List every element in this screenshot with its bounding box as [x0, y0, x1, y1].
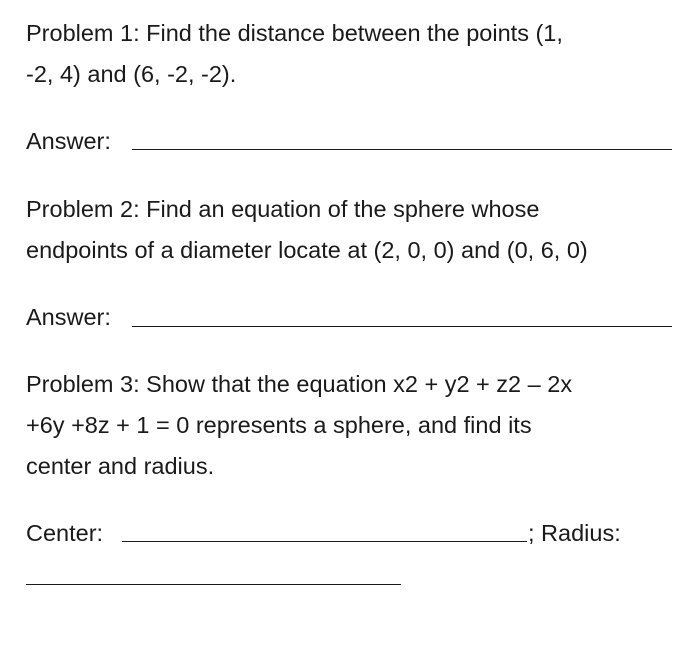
problem-1-text-line-1: Problem 1: Find the distance between the points (1, — [26, 20, 563, 46]
problem-3-text-line-1: Problem 3: Show that the equation x2 + y2 + z2 – 2x — [26, 371, 573, 397]
problem-3-center-label: Center: — [26, 520, 104, 546]
problem-3-radius-label: ; Radius: — [528, 520, 621, 546]
problem-2-text-line-2: endpoints of a diameter locate at (2, 0, 0) and (0, 6, 0) — [26, 237, 588, 263]
problem-2-answer-blank[interactable] — [132, 326, 672, 327]
problem-2-text-line-1: Problem 2: Find an equation of the sphere whose — [26, 196, 540, 222]
problem-1-answer-label: Answer: — [26, 128, 111, 154]
problem-3-text-line-2: +6y +8z + 1 = 0 represents a sphere, and find its — [26, 412, 532, 438]
problem-3-radius-blank[interactable] — [26, 584, 401, 585]
problem-3-center-blank[interactable] — [122, 541, 527, 542]
problem-3-text-line-3: center and radius. — [26, 453, 215, 479]
problem-1-answer-blank[interactable] — [132, 149, 672, 150]
problem-2-answer-label: Answer: — [26, 304, 111, 330]
problem-1-text-line-2: -2, 4) and (6, -2, -2). — [26, 61, 237, 87]
